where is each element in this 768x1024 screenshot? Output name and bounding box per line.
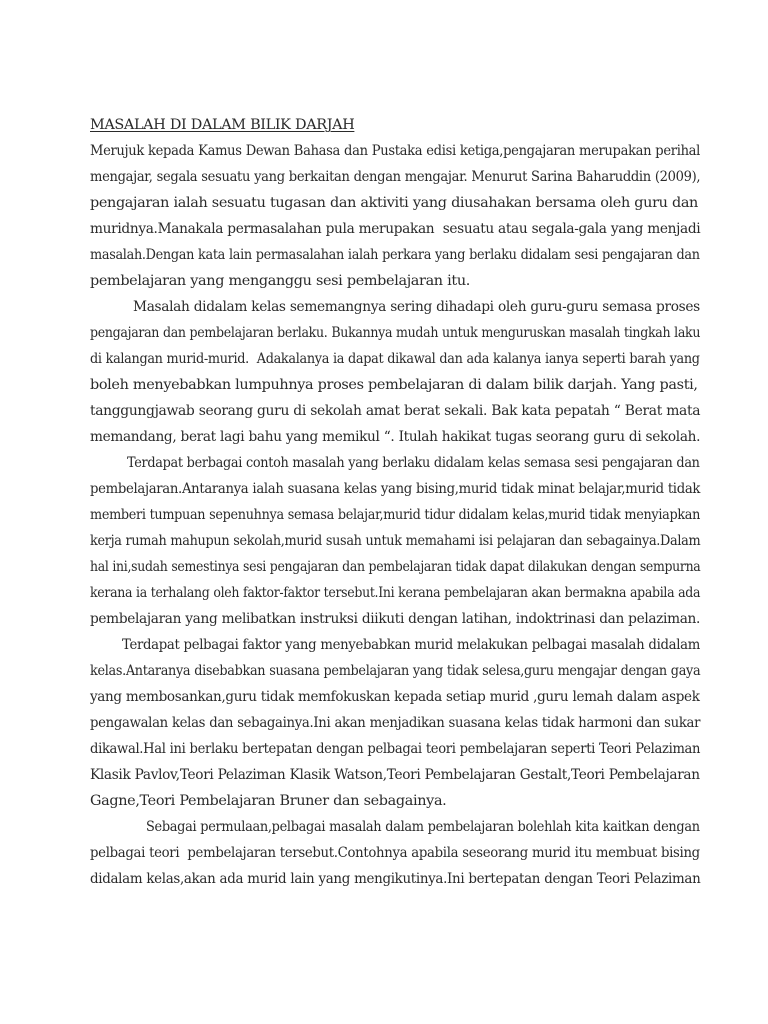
paragraph-line: Gagne,Teori Pembelajaran Bruner dan sebagainya. [90,793,447,809]
paragraph-line: pelbagai teori pembelajaran tersebut.Contohnya apabila seseorang murid itu membuat bising [90,845,700,861]
paragraph-line: Terdapat berbagai contoh masalah yang berlaku didalam kelas semasa sesi pengajaran dan [127,455,700,471]
paragraph-line: Klasik Pavlov,Teori Pelaziman Klasik Watson,Teori Pembelajaran Gestalt,Teori Pembelajaran [90,767,700,783]
paragraph-line: kelas.Antaranya disebabkan suasana pembelajaran yang tidak selesa,guru mengajar dengan gaya [90,663,701,679]
paragraph-line: Masalah didalam kelas sememangnya sering dihadapi oleh guru-guru semasa proses [133,299,700,315]
paragraph-line: didalam kelas,akan ada murid lain yang mengikutinya.Ini bertepatan dengan Teori Pelaziman [90,871,701,887]
paragraph-line: pembelajaran.Antaranya ialah suasana kelas yang bising,murid tidak minat belajar,murid tidak [90,481,701,497]
document-title: MASALAH DI DALAM BILIK DARJAH [90,117,355,133]
paragraph-line: Sebagai permulaan,pelbagai masalah dalam pembelajaran bolehlah kita kaitkan dengan [146,819,700,835]
paragraph-line: memandang, berat lagi bahu yang memikul “. Itulah hakikat tugas seorang guru di sekolah. [90,429,701,445]
paragraph-line: pembelajaran yang melibatkan instruksi diikuti dengan latihan, indoktrinasi dan pelaziman. [90,611,701,627]
paragraph-line: Merujuk kepada Kamus Dewan Bahasa dan Pustaka edisi ketiga,pengajaran merupakan perihal [90,143,701,159]
paragraph-line: kerja rumah mahupun sekolah,murid susah untuk memahami isi pelajaran dan sebagainya.Dalam [90,533,701,549]
paragraph-line: masalah.Dengan kata lain permasalahan ialah perkara yang berlaku didalam sesi pengajaran dan [90,247,700,263]
paragraph-line: tanggungjawab seorang guru di sekolah amat berat sekali. Bak kata pepatah “ Berat mata [90,403,701,419]
paragraph-line: memberi tumpuan sepenuhnya semasa belajar,murid tidur didalam kelas,murid tidak menyiapkan [90,507,701,523]
paragraph-line: boleh menyebabkan lumpuhnya proses pembelajaran di dalam bilik darjah. Yang pasti, [90,377,698,393]
paragraph-line: yang membosankan,guru tidak memfokuskan kepada setiap murid ,guru lemah dalam aspek [90,689,700,705]
paragraph-line: kerana ia terhalang oleh faktor-faktor tersebut.Ini kerana pembelajaran akan bermakna apabila ada [90,585,701,601]
paragraph-line: Terdapat pelbagai faktor yang menyebabkan murid melakukan pelbagai masalah didalam [122,637,700,653]
paragraph-line: mengajar, segala sesuatu yang berkaitan dengan mengajar. Menurut Sarina Baharuddin (2009), [90,169,701,185]
paragraph-line: pengajaran ialah sesuatu tugasan dan aktiviti yang diusahakan bersama oleh guru dan [90,195,698,211]
paragraph-line: dikawal.Hal ini berlaku bertepatan dengan pelbagai teori pembelajaran seperti Teori Pelaziman [90,741,701,757]
paragraph-line: pembelajaran yang menganggu sesi pembelajaran itu. [90,273,470,289]
paragraph-line: hal ini,sudah semestinya sesi pengajaran dan pembelajaran tidak dapat dilakukan dengan sempurna [90,559,701,575]
paragraph-line: muridnya.Manakala permasalahan pula merupakan sesuatu atau segala-gala yang menjadi [90,221,701,237]
paragraph-line: pengawalan kelas dan sebagainya.Ini akan menjadikan suasana kelas tidak harmoni dan sukar [90,715,701,731]
paragraph-line: pengajaran dan pembelajaran berlaku. Bukannya mudah untuk menguruskan masalah tingkah laku [90,325,701,341]
paragraph-line: di kalangan murid-murid. Adakalanya ia dapat dikawal dan ada kalanya ianya seperti barah yang [90,351,700,367]
